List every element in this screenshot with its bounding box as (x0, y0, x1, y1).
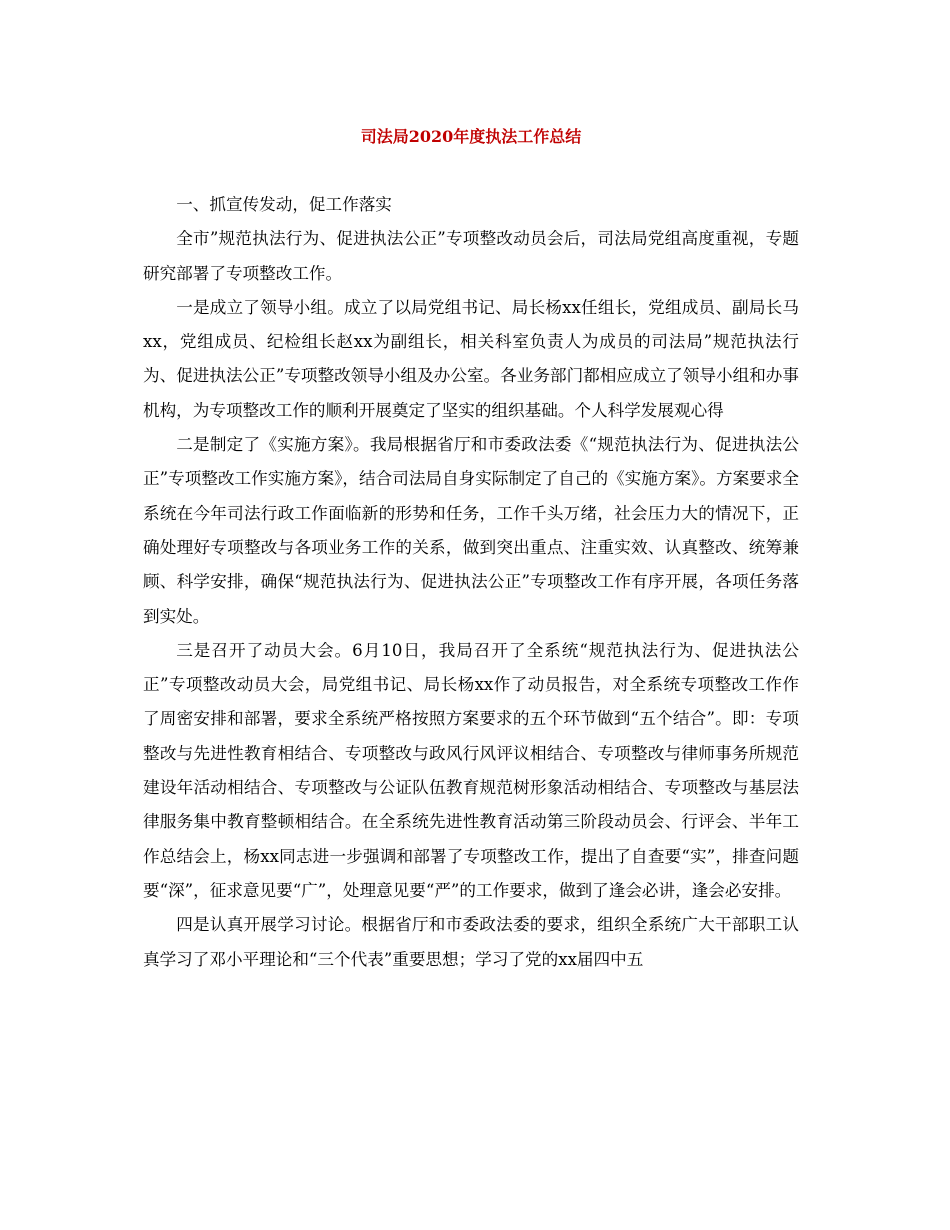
paragraph: 四是认真开展学习讨论。根据省厅和市委政法委的要求，组织全系统广大干部职工认真学习了邓小平理论和“三个代表”重要思想；学习了党的xx届四中五 (143, 915, 799, 969)
document-title: 司法局2020年度执法工作总结 (360, 127, 582, 146)
document-body (143, 188, 799, 977)
section-heading: 一、抓宣传发动，促工作落实 (176, 195, 392, 214)
paragraph: 一是成立了领导小组。成立了以局党组书记、局长杨xx任组长，党组成员、副局长马xx，党组成员、纪检组长赵xx为副组长，相关科室负责人为成员的司法局”规范执法行为、促进执法公正”专项整改领导小组及办公室。各业务部门都相应成立了领导小组和办事机构，为专项整改工作的顺利开展奠定了坚实的组织基础。个人科学发展观心得 (143, 297, 799, 420)
paragraph: 二是制定了《实施方案》。我局根据省厅和市委政法委《“规范执法行为、促进执法公正”专项整改工作实施方案》，结合司法局自身实际制定了自己的《实施方案》。方案要求全系统在今年司法行政工作面临新的形势和任务，工作千头万绪，社会压力大的情况下，正确处理好专项整改与各项业务工作的关系，做到突出重点、注重实效、认真整改、统筹兼顾、科学安排，确保“规范执法行为、促进执法公正”专项整改工作有序开展，各项任务落到实处。 (143, 435, 799, 626)
paragraph: 全市”规范执法行为、促进执法公正”专项整改动员会后，司法局党组高度重视，专题研究部署了专项整改工作。 (143, 229, 799, 283)
paragraph: 三是召开了动员大会。6月10日，我局召开了全系统“规范执法行为、促进执法公正”专项整改动员大会，局党组书记、局长杨xx作了动员报告，对全系统专项整改工作作了周密安排和部署，要求全系统严格按照方案要求的五个环节做到“五个结合”。即：专项整改与先进性教育相结合、专项整改与政风行风评议相结合、专项整改与律师事务所规范建设年活动相结合、专项整改与公证队伍教育规范树形象活动相结合、专项整改与基层法律服务集中教育整顿相结合。在全系统先进性教育活动第三阶段动员会、行评会、半年工作总结会上，杨xx同志进一步强调和部署了专项整改工作，提出了自查要“实”，排查问题要“深”，征求意见要“广”，处理意见要“严”的工作要求，做到了逢会必讲，逢会必安排。 (143, 640, 799, 900)
